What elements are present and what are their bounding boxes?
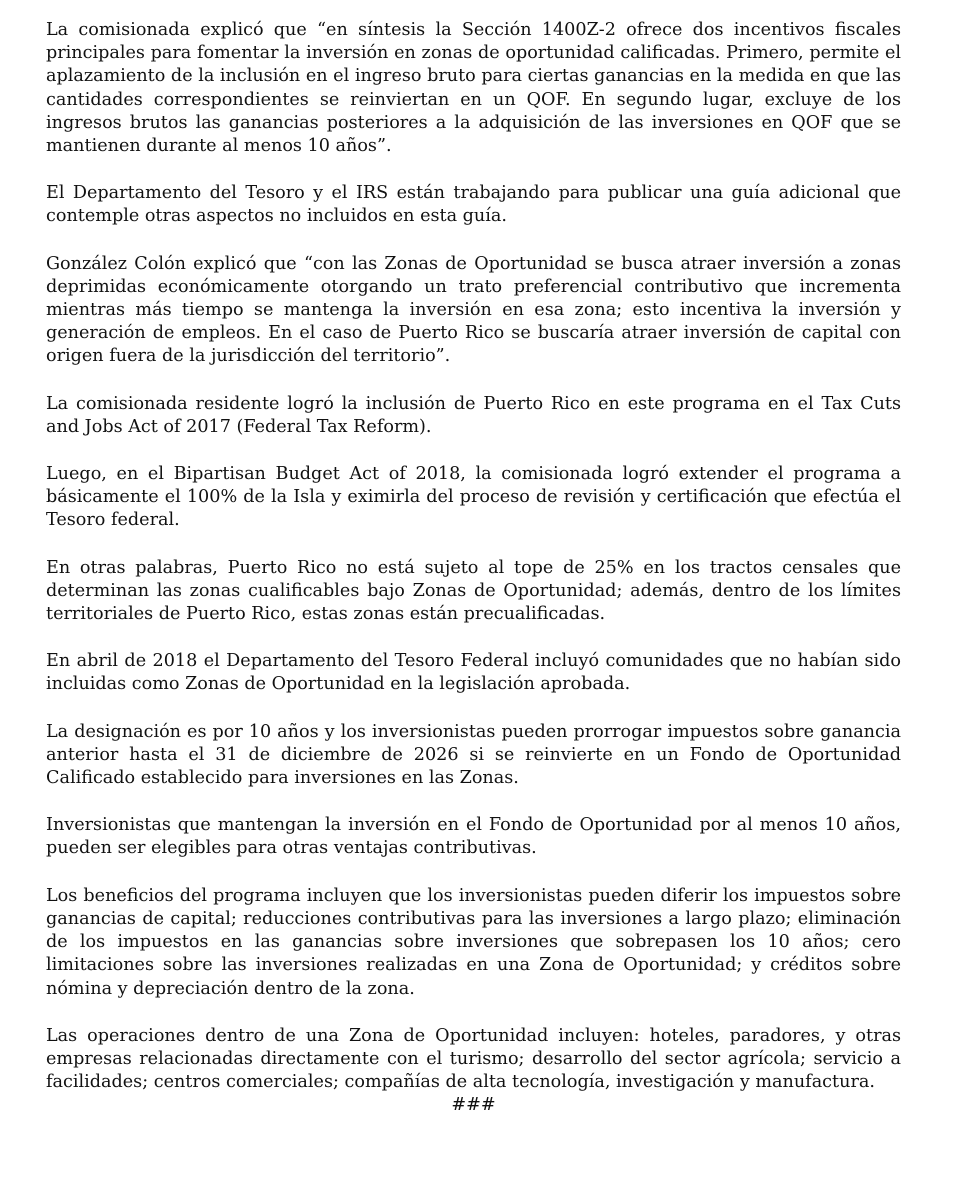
- paragraph-commissioner-explanation: La comisionada explicó que “en síntesis la Sección 1400Z-2 ofrece dos incentivos fiscales principales para fomentar la inversión en zonas de oportunidad calificadas. Primero, permite el aplazamiento de la inclusión en el ingreso bruto para ciertas ganancias en la medida en que las cantidades correspondientes se reinviertan en un QOF. En segundo lugar, excluye de los ingresos brutos las ganancias posteriores a la adquisición de las inversiones en QOF que se mantienen durante al menos 10 años”.: [46, 20, 902, 157]
- end-of-release-mark: ###: [451, 1095, 496, 1116]
- paragraph-treasury-irs-guidance: El Departamento del Tesoro y el IRS están trabajando para publicar una guía adicional que contemple otras aspectos no incluidos en esta guía.: [46, 183, 901, 227]
- paragraph-bipartisan-budget-act: Luego, en el Bipartisan Budget Act of 2018, la comisionada logró extender el programa a básicamente el 100% de la Isla y eximirla del proceso de revisión y certificación que efectúa el Tesoro federal.: [46, 464, 901, 531]
- paragraph-gonzalez-colon-quote: González Colón explicó que “con las Zonas de Oportunidad se busca atraer inversión a zonas deprimidas económicamente otorgando un trato preferencial contributivo que incrementa mientras más tiempo se mantenga la inversión en esa zona; esto incentiva la inversión y generación de empleos. En el caso de Puerto Rico se buscaría atraer inversión de capital con origen fuera de la jurisdicción del territorio”.: [46, 253, 901, 367]
- paragraph-designation-period: La designación es por 10 años y los inversionistas pueden prorrogar impuestos sobre ganancia anterior hasta el 31 de diciembre de 2026 si se reinvierte en un Fondo de Oportunidad Calificado establecido para inversiones en las Zonas.: [46, 721, 901, 789]
- document-body: [46, 19, 901, 1118]
- paragraph-program-benefits: Los beneficios del programa incluyen que los inversionistas pueden diferir los impuestos sobre ganancias de capital; reducciones contributivas para las inversiones a largo plazo; eliminación de los impuestos en las ganancias sobre inversiones que sobrepasen los 10 años; cero limitaciones sobre las inversiones realizadas en una Zona de Oportunidad; y créditos sobre nómina y depreciación dentro de la zona.: [46, 885, 901, 999]
- paragraph-tax-cuts-inclusion: La comisionada residente logró la inclusión de Puerto Rico en este programa en el Tax Cuts and Jobs Act of 2017 (Federal Tax Reform).: [46, 393, 901, 437]
- paragraph-april-2018-communities: En abril de 2018 el Departamento del Tesoro Federal incluyó comunidades que no habían sido incluidas como Zonas de Oportunidad en la legislación aprobada.: [46, 651, 901, 695]
- paragraph-zone-operations: Las operaciones dentro de una Zona de Oportunidad incluyen: hoteles, paradores, y otras empresas relacionadas directamente con el turismo; desarrollo del sector agrícola; servicio a facilidades; centros comerciales; compañías de alta tecnología, investigación y manufactura.: [46, 1025, 901, 1093]
- paragraph-investor-eligibility: Inversionistas que mantengan la inversión en el Fondo de Oportunidad por al menos 10 años, pueden ser elegibles para otras ventajas contributivas.: [46, 815, 901, 859]
- paragraph-census-tracts: En otras palabras, Puerto Rico no está sujeto al tope de 25% en los tractos censales que determinan las zonas cualificables bajo Zonas de Oportunidad; además, dentro de los límites territoriales de Puerto Rico, estas zonas están precualificadas.: [46, 557, 901, 625]
